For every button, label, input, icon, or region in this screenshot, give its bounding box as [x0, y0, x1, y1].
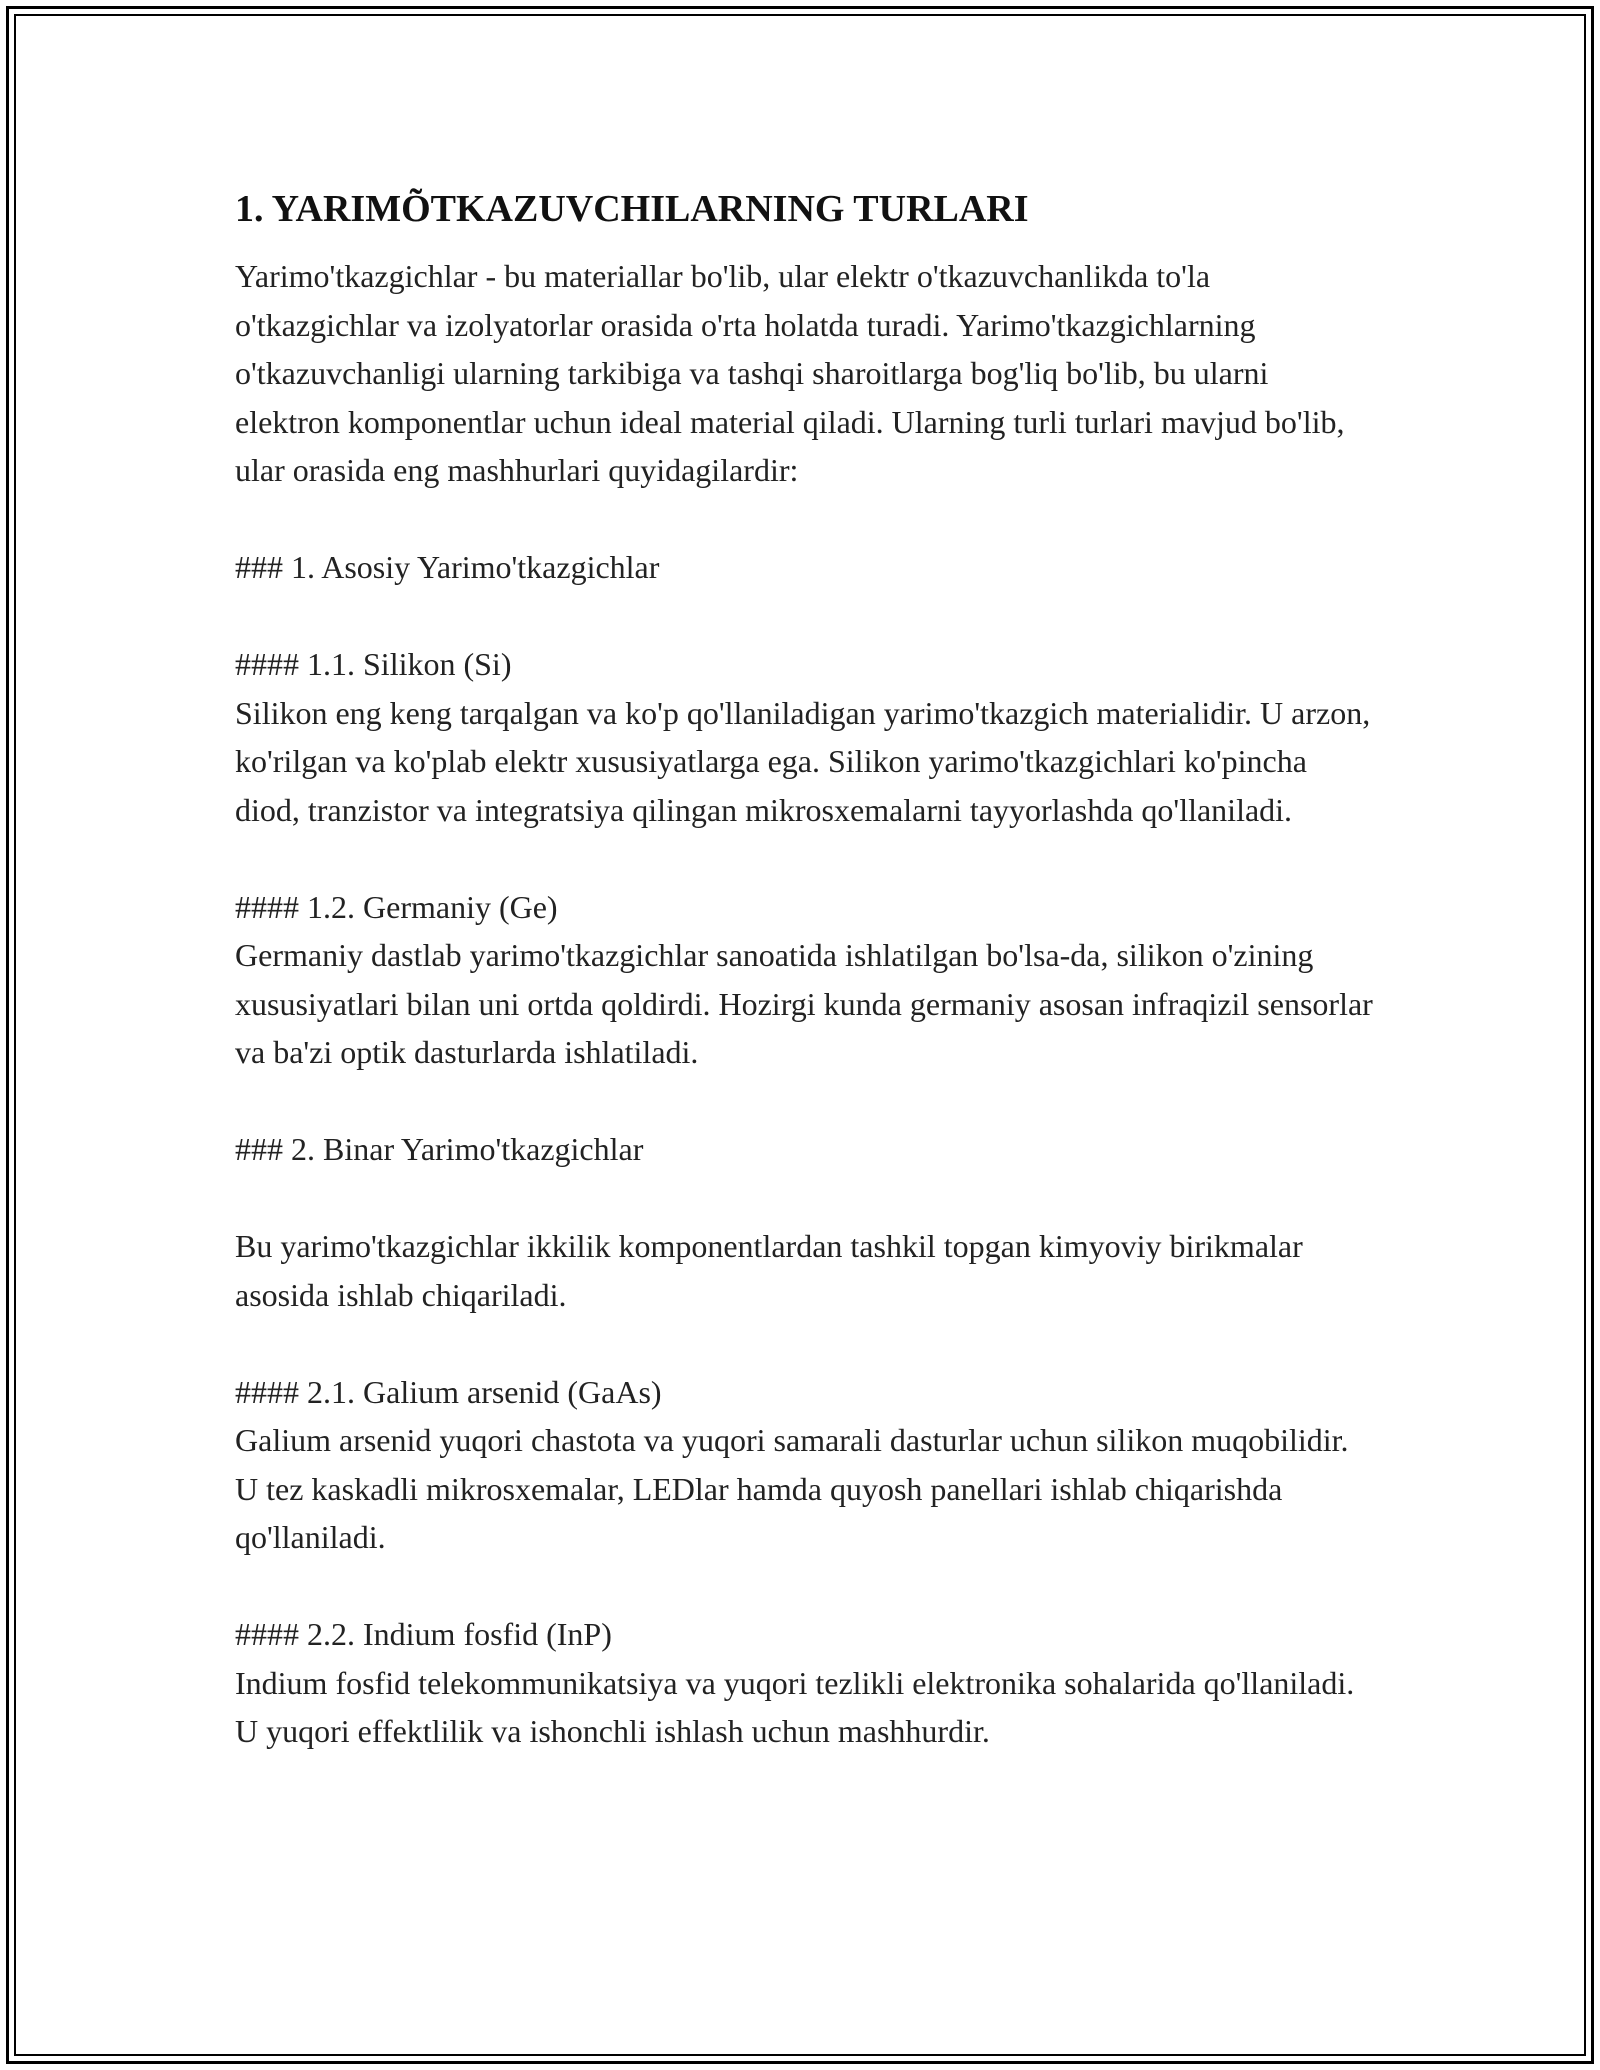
subsection-2-2-text: Indium fosfid telekommunikatsiya va yuqori tezlikli elektronika sohalarida qo'llaniladi. U yuqori effektlilik va ishonchli ishlash uchun mashhurdir. — [235, 1664, 1355, 1749]
paragraph-gap — [235, 1319, 1375, 1368]
subsection-1-1-heading: #### 1.1. Silikon (Si) — [235, 646, 512, 682]
subsection-2-1-heading: #### 2.1. Galium arsenid (GaAs) — [235, 1373, 662, 1410]
subsection-2-1-text: Galium arsenid yuqori chastota va yuqori samarali dasturlar uchun silikon muqobilidir. U tez kaskadli mikrosxemalar, LEDlar hamda quyosh panellari ishlab chiqarishda qo'llaniladi. — [235, 1422, 1349, 1555]
paragraph-gap — [235, 495, 1375, 544]
section-2-heading: ### 2. Binar Yarimo'tkazgichlar — [235, 1131, 644, 1167]
document-title: 1. YARIMÕTKAZUVCHILARNING TURLARI — [235, 188, 1029, 230]
document-body — [235, 185, 1375, 1756]
subsection-1-2-heading: #### 1.2. Germaniy (Ge) — [235, 888, 558, 925]
section-1-heading: ### 1. Asosiy Yarimo'tkazgichlar — [235, 549, 660, 585]
intro-paragraph: Yarimo'tkazgichlar - bu materiallar bo'lib, ular elektr o'tkazuvchanlikda to'la o'tkazgichlar va izolyatorlar orasida o'rta holatda turadi. Yarimo'tkazgichlarning o'tkazuvchanligi ularning tarkibiga va tashqi sharoitlarga bog'liq bo'lib, bu ularni elektron komponentlar uchun ideal material qiladi. Ularning turli turlari mavjud bo'lib, ular orasida eng mashhurlari quyidagilardir: — [235, 258, 1345, 488]
paragraph-gap — [235, 592, 1375, 641]
subsection-2-2-heading: #### 2.2. Indium fosfid (InP) — [235, 1616, 612, 1652]
subsection-1-2-text: Germaniy dastlab yarimo'tkazgichlar sanoatida ishlatilgan bo'lsa-da, silikon o'zining xususiyatlari bilan uni ortda qoldirdi. Hozirgi kunda germaniy asosan infraqizil sensorlar va ba'zi optik dasturlarda ishlatiladi. — [235, 937, 1373, 1070]
paragraph-gap — [235, 1562, 1375, 1611]
paragraph-gap — [235, 834, 1375, 883]
section-2-intro: Bu yarimo'tkazgichlar ikkilik komponentlardan tashkil topgan kimyoviy birikmalar asosida ishlab chiqariladi. — [235, 1228, 1303, 1313]
subsection-1-1-text: Silikon eng keng tarqalgan va ko'p qo'llaniladigan yarimo'tkazgich materialidir. U arzon, ko'rilgan va ko'plab elektr xususiyatlarga ega. Silikon yarimo'tkazgichlari ko'pincha diod, tranzistor va integratsiya qilingan mikrosxemalarni tayyorlashda qo'llaniladi. — [235, 694, 1371, 828]
paragraph-gap — [235, 1174, 1375, 1223]
paragraph-gap — [235, 1077, 1375, 1126]
